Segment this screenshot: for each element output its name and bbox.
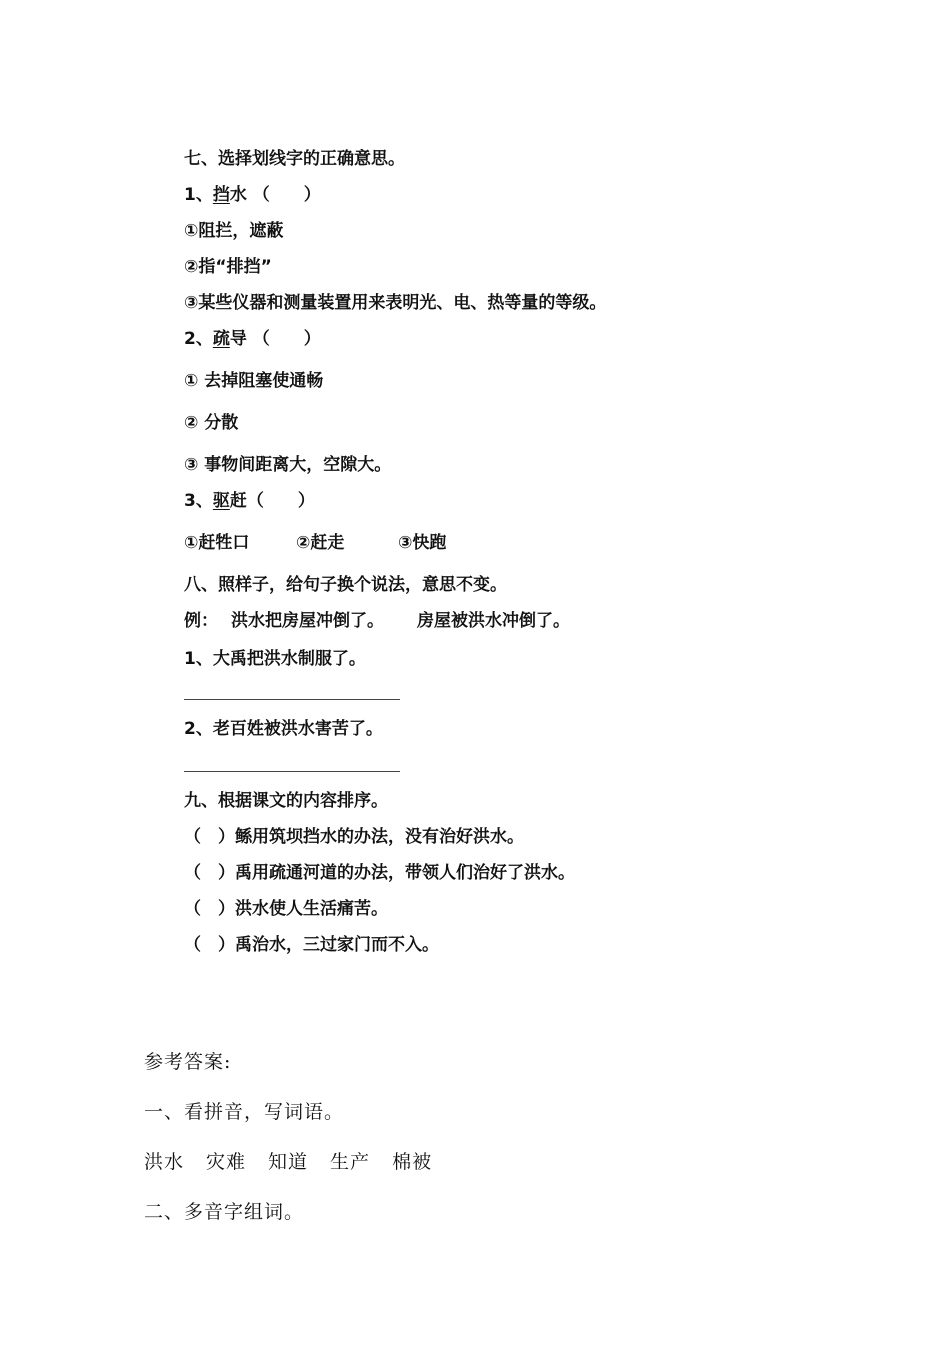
order-paren[interactable]: （ ） — [184, 827, 235, 847]
option-7-3-2: ②赶走 — [296, 533, 345, 553]
question-8-1: 1、大禹把洪水制服了。 — [184, 649, 366, 669]
option-7-1-2: ②指“排挡” — [184, 257, 272, 277]
question-7-3 — [184, 490, 315, 512]
answer-word: 知道 — [268, 1151, 309, 1173]
answers-s1-words — [144, 1149, 432, 1175]
answer-word: 棉被 — [392, 1151, 433, 1173]
option-7-2-1: ① 去掉阻塞使通畅 — [184, 371, 324, 391]
option-7-1-1: ①阻拦，遮蔽 — [184, 221, 284, 241]
question-number: 2、 — [184, 329, 213, 349]
option-7-3-3: ③快跑 — [398, 533, 447, 553]
answer-word: 灾难 — [206, 1151, 247, 1173]
answers-title: 参考答案: — [144, 1051, 232, 1073]
word-rest: 导 — [229, 329, 247, 349]
answer-paren[interactable]: （ ） — [246, 491, 315, 511]
question-number: 1、 — [184, 185, 213, 205]
question-number: 3、 — [184, 491, 213, 511]
question-7-2 — [184, 328, 321, 350]
order-text: 鲧用筑坝挡水的办法，没有治好洪水。 — [235, 827, 524, 847]
example-sentence-a: 洪水把房屋冲倒了。 — [231, 611, 384, 631]
option-7-3-1: ①赶牲口 — [184, 533, 250, 553]
example-sentence-b: 房屋被洪水冲倒了。 — [417, 611, 570, 631]
underlined-char: 驱 — [212, 491, 230, 511]
option-7-1-3: ③某些仪器和测量装置用来表明光、电、热等量的等级。 — [184, 293, 607, 313]
underlined-char: 挡 — [212, 185, 230, 205]
option-7-2-2: ② 分散 — [184, 413, 239, 433]
word-rest: 赶 — [229, 491, 247, 511]
order-paren[interactable]: （ ） — [184, 899, 235, 919]
example-label: 例： — [184, 611, 218, 631]
answers-s2-title: 二、多音字组词。 — [144, 1201, 305, 1223]
underlined-char: 疏 — [212, 329, 230, 349]
answer-word: 生产 — [330, 1151, 371, 1173]
answer-word: 洪水 — [144, 1151, 185, 1173]
question-7-1 — [184, 184, 321, 206]
answers-s1-title: 一、看拼音，写词语。 — [144, 1101, 345, 1123]
order-item — [184, 898, 388, 920]
answer-line-8-2[interactable] — [184, 771, 400, 772]
answer-line-8-1[interactable] — [184, 699, 400, 700]
question-8-2: 2、老百姓被洪水害苦了。 — [184, 719, 383, 739]
order-paren[interactable]: （ ） — [184, 935, 235, 955]
order-text: 禹治水，三过家门而不入。 — [235, 935, 439, 955]
option-7-2-3: ③ 事物间距离大，空隙大。 — [184, 455, 392, 475]
order-text: 洪水使人生活痛苦。 — [235, 899, 388, 919]
answer-paren[interactable]: （ ） — [252, 185, 321, 205]
section7-title: 七、选择划线字的正确意思。 — [184, 149, 405, 169]
order-item — [184, 826, 524, 848]
section9-title: 九、根据课文的内容排序。 — [184, 791, 388, 811]
answer-paren[interactable]: （ ） — [252, 329, 321, 349]
order-text: 禹用疏通河道的办法，带领人们治好了洪水。 — [235, 863, 575, 883]
order-item — [184, 934, 439, 956]
word-rest: 水 — [229, 185, 247, 205]
section8-title: 八、照样子，给句子换个说法，意思不变。 — [184, 575, 507, 595]
order-item — [184, 862, 575, 884]
order-paren[interactable]: （ ） — [184, 863, 235, 883]
